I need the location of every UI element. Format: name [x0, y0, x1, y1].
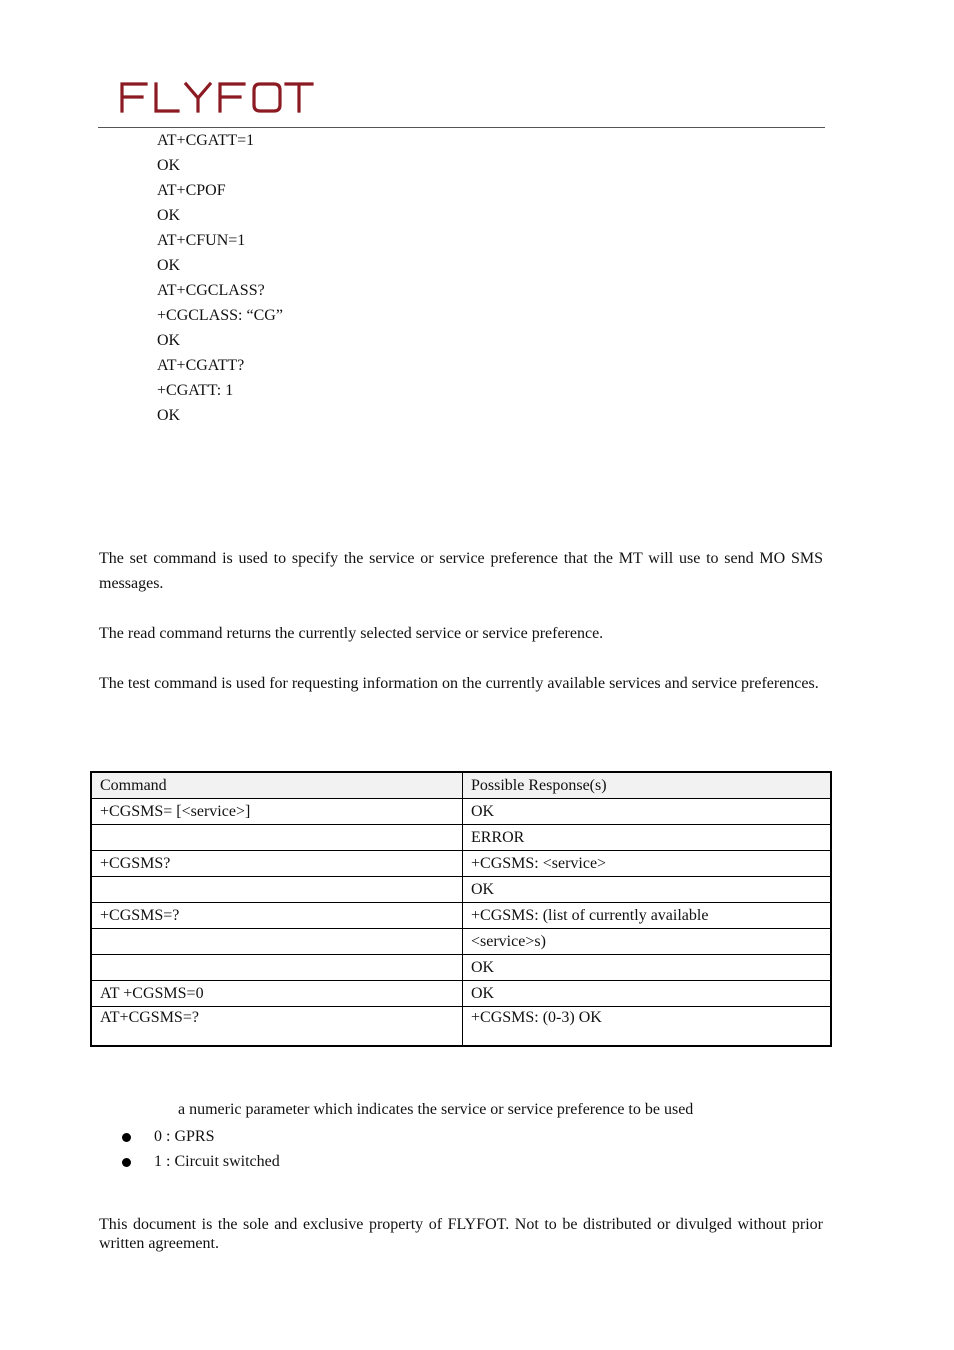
command-cell: AT +CGSMS=0	[91, 981, 463, 1007]
table-row	[91, 799, 831, 825]
parameter-description: a numeric parameter which indicates the service or service preference to be used	[178, 1101, 694, 1118]
code-line: AT+CGATT?	[157, 357, 245, 374]
column-header-response: Possible Response(s)	[463, 772, 832, 799]
list-item-label: 1 : Circuit switched	[154, 1153, 280, 1170]
list-item	[122, 1126, 280, 1151]
response-cell: +CGSMS: <service>	[463, 851, 832, 877]
command-cell: +CGSMS= [<service>]	[91, 799, 463, 825]
table-row	[91, 929, 831, 955]
bullet-icon	[122, 1133, 131, 1142]
table-row	[91, 825, 831, 851]
response-cell: +CGSMS: (0-3) OK	[463, 1007, 832, 1047]
table-row	[91, 981, 831, 1007]
parameter-values-list	[122, 1126, 280, 1176]
code-example	[157, 130, 283, 430]
command-cell	[91, 825, 463, 851]
command-cell	[91, 955, 463, 981]
list-item-label: 0 : GPRS	[154, 1128, 215, 1145]
response-cell: OK	[463, 877, 832, 903]
table-row	[91, 903, 831, 929]
command-cell: +CGSMS=?	[91, 903, 463, 929]
code-line: +CGCLASS: “CG”	[157, 307, 283, 324]
code-line: +CGATT: 1	[157, 382, 234, 399]
set-command-paragraph: The set command is used to specify the service or service preference that the MT will use to send MO SMS messages.	[99, 550, 823, 592]
code-line: OK	[157, 157, 181, 174]
code-line: AT+CGATT=1	[157, 132, 255, 149]
test-command-paragraph: The test command is used for requesting information on the currently available services and service preferences.	[99, 675, 819, 692]
column-header-command: Command	[91, 772, 463, 799]
response-cell: +CGSMS: (list of currently available	[463, 903, 832, 929]
code-line: OK	[157, 257, 181, 274]
code-line: AT+CFUN=1	[157, 232, 246, 249]
flyfot-logo	[118, 80, 314, 114]
table-row	[91, 851, 831, 877]
table-row	[91, 1007, 831, 1047]
response-cell: <service>s)	[463, 929, 832, 955]
code-line: OK	[157, 332, 181, 349]
command-cell	[91, 929, 463, 955]
code-line: AT+CPOF	[157, 182, 226, 199]
command-cell: AT+CGSMS=?	[91, 1007, 463, 1047]
table-row	[91, 877, 831, 903]
read-command-paragraph: The read command returns the currently selected service or service preference.	[99, 625, 604, 642]
code-line: AT+CGCLASS?	[157, 282, 265, 299]
code-line: OK	[157, 407, 181, 424]
table-header-row	[91, 772, 831, 799]
response-cell: OK	[463, 981, 832, 1007]
command-cell	[91, 877, 463, 903]
bullet-icon	[122, 1158, 131, 1167]
command-table	[90, 771, 832, 1047]
response-cell: ERROR	[463, 825, 832, 851]
code-line: OK	[157, 207, 181, 224]
table-row	[91, 955, 831, 981]
list-item	[122, 1151, 280, 1176]
header-rule	[98, 127, 825, 128]
footer-notice: This document is the sole and exclusive property of FLYFOT. Not to be distributed or divulged without prior written agreement.	[99, 1216, 823, 1252]
command-cell: +CGSMS?	[91, 851, 463, 877]
response-cell: OK	[463, 955, 832, 981]
response-cell: OK	[463, 799, 832, 825]
